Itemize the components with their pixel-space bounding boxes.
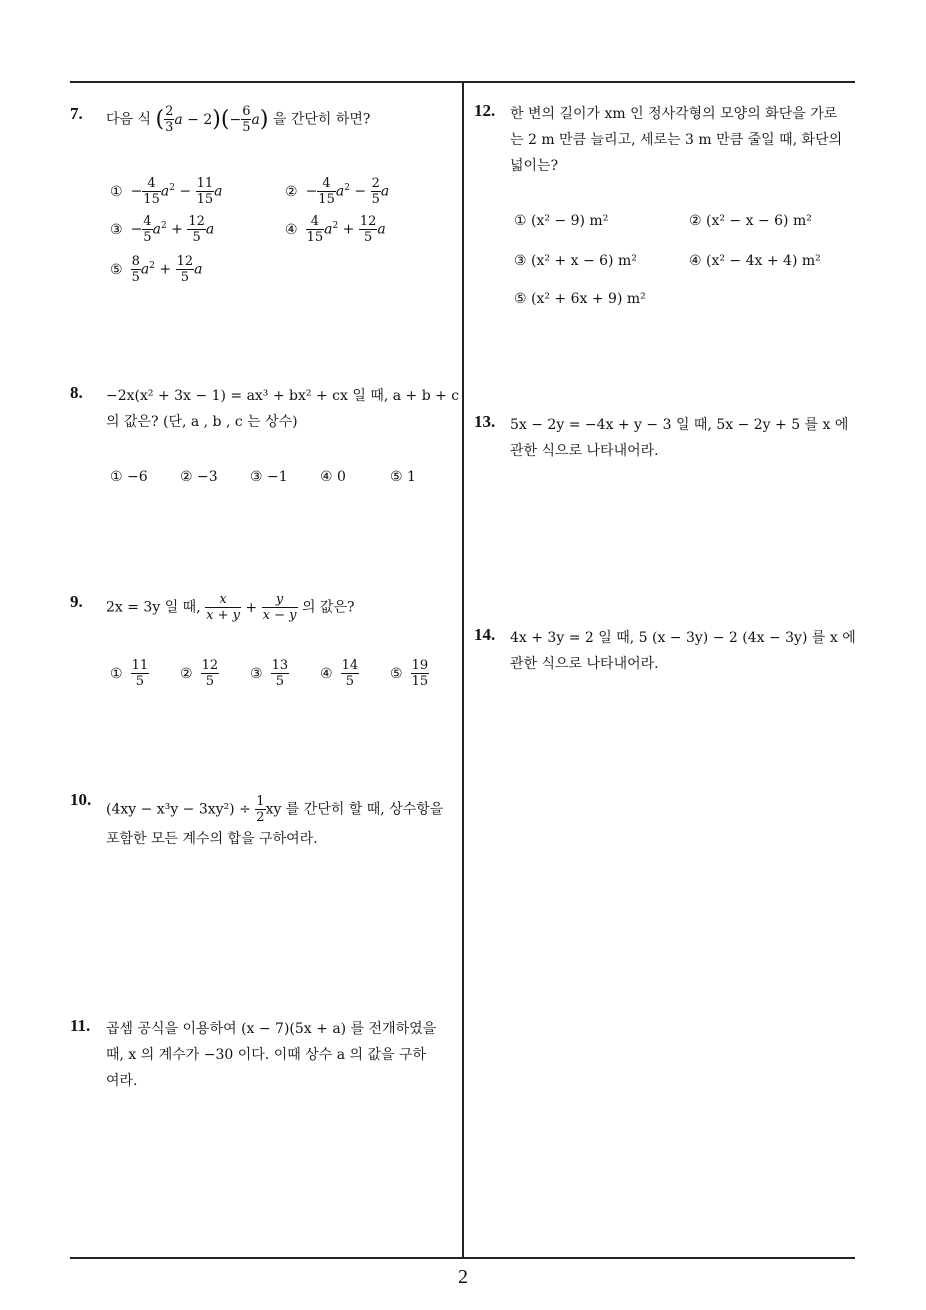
option-3[interactable]: ③ $\frac{13}{5}$	[250, 658, 289, 689]
question-tail: xy 를 간단히 할 때, 상수항을	[265, 801, 444, 818]
question-number: 11.	[70, 1016, 91, 1035]
question-number: 10.	[70, 790, 92, 809]
question-line: 여라.	[106, 1073, 138, 1089]
question-14	[474, 625, 864, 685]
question-13	[474, 412, 864, 472]
option-2[interactable]: ② − $\frac{4}{15}$ $a^2$ − $\frac{2}{5}$ a	[285, 176, 390, 207]
question-8	[70, 383, 460, 493]
option-1[interactable]: ① $\frac{11}{5}$	[110, 658, 149, 689]
option-5[interactable]: ⑤ 1	[390, 469, 416, 485]
option-3[interactable]: ③ − $\frac{4}{5}$ $a^2$ + $\frac{12}{5}$ a	[110, 214, 215, 245]
question-number: 8.	[70, 383, 83, 402]
question-line: 넓이는?	[510, 158, 559, 174]
option-1[interactable]: ① (x² − 9) m²	[514, 213, 609, 229]
option-4[interactable]: ④ 0	[320, 469, 346, 485]
option-2[interactable]: ② $\frac{12}{5}$	[180, 658, 219, 689]
column-divider	[462, 82, 464, 1257]
option-2[interactable]: ② −3	[180, 469, 218, 485]
question-lead: (4xy − x³y − 3xy²) ÷	[106, 801, 251, 818]
option-3[interactable]: ③ −1	[250, 469, 288, 485]
question-10	[70, 790, 460, 860]
question-line: 한 변의 길이가 xm 인 정사각형의 모양의 화단을 가로	[510, 106, 838, 122]
question-number: 9.	[70, 592, 83, 611]
question-line: 관한 식으로 나타내어라.	[510, 656, 659, 672]
question-line: 포함한 모든 계수의 합을 구하여라.	[106, 831, 318, 847]
option-4[interactable]: ④ $\frac{4}{15}$ $a^2$ + $\frac{12}{5}$ a	[285, 214, 386, 245]
question-line: 관한 식으로 나타내어라.	[510, 443, 659, 459]
option-4[interactable]: ④ $\frac{14}{5}$	[320, 658, 359, 689]
question-line: 4x + 3y = 2 일 때, 5 (x − 3y) − 2 (4x − 3y) 를 x 에	[510, 630, 856, 646]
question-text	[106, 104, 370, 135]
question-line: 때, x 의 계수가 −30 이다. 이때 상수 a 의 값을 구하	[106, 1047, 427, 1063]
option-1[interactable]: ① − $\frac{4}{15}$ $a^2$ − $\frac{11}{15}$ a	[110, 176, 223, 207]
question-number: 13.	[474, 412, 496, 431]
option-4[interactable]: ④ (x² − 4x + 4) m²	[689, 253, 821, 269]
bottom-rule	[70, 1257, 855, 1259]
question-number: 14.	[474, 625, 496, 644]
question-tail: 을 간단히 하면?	[272, 111, 371, 128]
question-line: 의 값은? (단, a , b , c 는 상수)	[106, 414, 298, 430]
question-text	[106, 794, 443, 825]
question-number: 12.	[474, 101, 496, 120]
question-line: 곱셈 공식을 이용하여 (x − 7)(5x + a) 를 전개하였을	[106, 1021, 437, 1037]
option-5[interactable]: ⑤ $\frac{8}{5}$ $a^2$ + $\frac{12}{5}$ a	[110, 254, 203, 285]
question-tail: 의 값은?	[301, 599, 355, 616]
option-2[interactable]: ② (x² − x − 6) m²	[689, 213, 812, 229]
question-12	[474, 101, 864, 321]
fraction-half: $\frac{1}{2}$	[256, 794, 265, 825]
question-7	[70, 104, 460, 294]
question-9	[70, 592, 460, 702]
option-5[interactable]: ⑤ $\frac{19}{15}$	[390, 658, 429, 689]
question-number: 7.	[70, 104, 83, 123]
expression: $\frac{x}{x + y}$ + $\frac{y}{x - y}$	[206, 592, 297, 623]
question-line: −2x(x² + 3x − 1) = ax³ + bx² + cx 일 때, a + b + c	[106, 388, 460, 404]
question-line: 는 2 m 만큼 늘리고, 세로는 3 m 만큼 줄일 때, 화단의	[510, 132, 843, 148]
question-line: 5x − 2y = −4x + y − 3 일 때, 5x − 2y + 5 를 x 에	[510, 417, 849, 433]
page-number: 2	[458, 1266, 468, 1288]
option-1[interactable]: ① −6	[110, 469, 148, 485]
question-lead: 다음 식	[106, 111, 152, 128]
question-lead: 2x = 3y 일 때,	[106, 599, 201, 616]
expression: ( $\frac{2}{3}$ a − 2)(− $\frac{6}{5}$ a)	[155, 104, 269, 135]
option-3[interactable]: ③ (x² + x − 6) m²	[514, 253, 637, 269]
option-5[interactable]: ⑤ (x² + 6x + 9) m²	[514, 291, 646, 307]
question-text	[106, 592, 354, 623]
question-11	[70, 1016, 460, 1106]
